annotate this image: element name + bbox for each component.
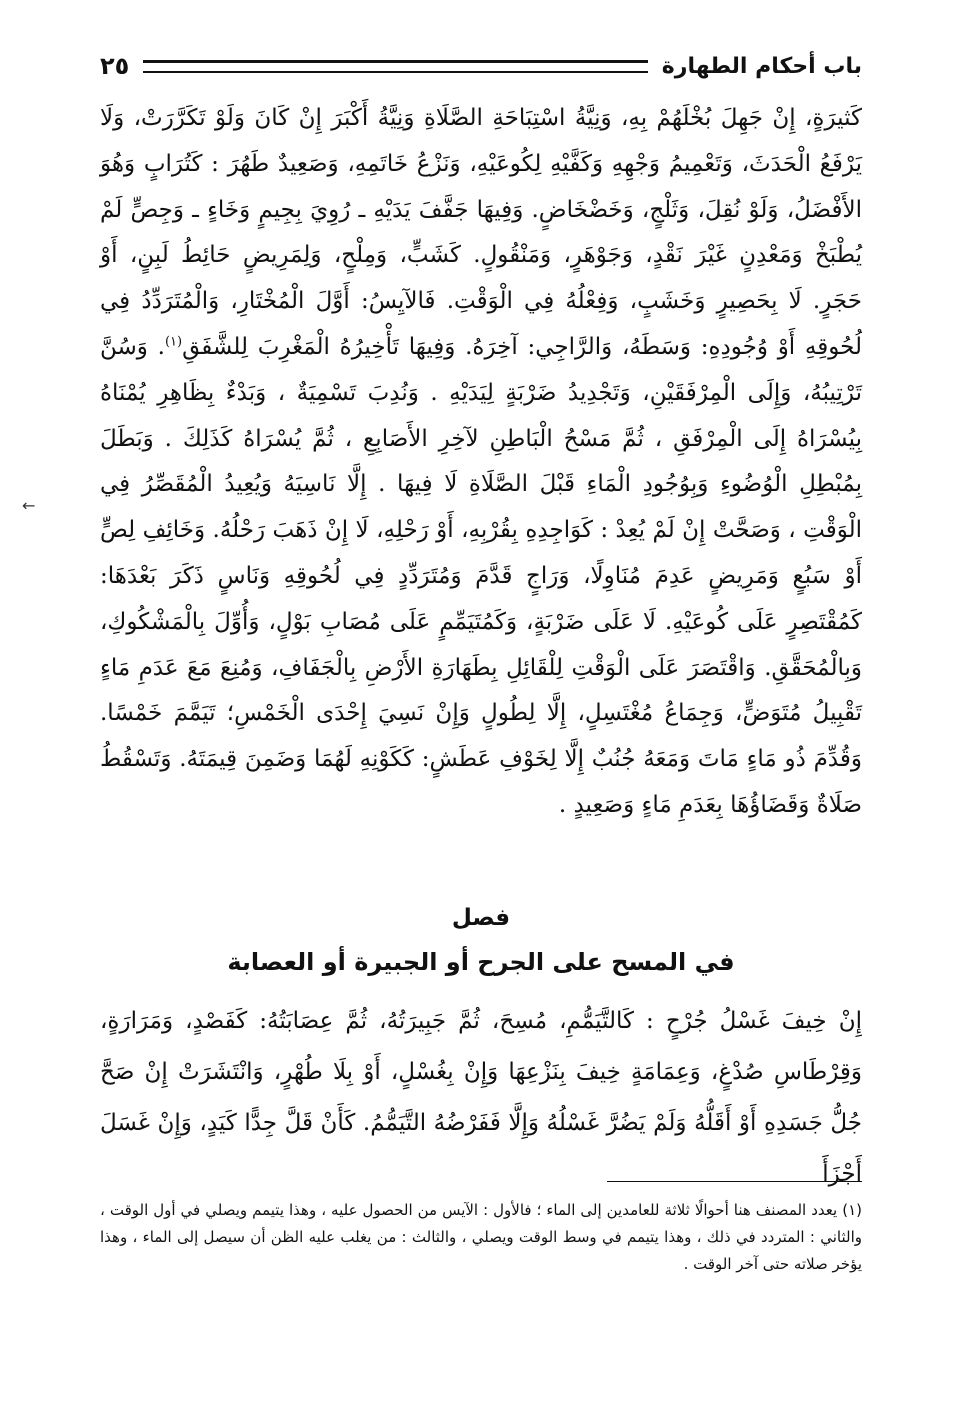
footnote-reference[interactable]: (١) [164,334,183,350]
footnote [100,1197,862,1278]
footnote-text: يعدد المصنف هنا أحوالًا ثلاثة للعامدين إلى الماء ؛ فالأول : الآيس من الحصول عليه ، وهذا يتيمم ويصلي في أول الوقت ، والثاني : المتردد في ذلك ، وهذا يتيمم في وسط الوقت ويصلي ، والثالث : من يغلب عليه الظن أن سيصل إلى الماء ، وهذا يؤخر صلاته حتى آخر الوقت . [100,1201,862,1273]
main-text-part-1: كَثيرَةٍ، إِنْ جَهِلَ بُخْلَهُمْ بِهِ، وَنِيَّةُ اسْتِبَاحَةِ الصَّلَاةِ وَنِيَّةُ أَكْبَرَ إِنْ كَانَ وَلَوْ تَكَرَّرَتْ، وَلَا يَرْفَعُ الْحَدَثَ، وَتَعْمِيمُ وَجْهِهِ وَكَفَّيْهِ لِكُوعَيْهِ، وَنَزْعُ خَاتَمِهِ، وَصَعِيدٌ طَهُرَ : كَتُرَابٍ وَهُوَ الأَفْضَلُ، وَلَوْ نُقِلَ، وَثَلْجٍ، وَخَضْخَاضٍ. وَفِيهَا جَفَّفَ يَدَيْهِ ـ رُوِيَ بِجِيمٍ وَخَاءٍ ـ وَجِصٍّ لَمْ يُطْبَخْ وَمَعْدِنٍ غَيْرَ نَقْدٍ، وَجَوْهَرٍ، وَمَنْقُولٍ. كَشَبٍّ، وَمِلْحٍ، وَلِمَرِيضٍ حَائِطُ لَبِنٍ، أَوْ حَجَرٍ. لَا بِحَصِيرٍ وَخَشَبٍ، وَفِعْلُهُ فِي الْوَقْتِ. فَالآيِسُ: أَوَّلَ الْمُخْتَارِ، وَالْمُتَرَدِّدُ فِي لُحُوقِهِ أَوْ وُجُودِهِ: وَسَطَهُ، وَالرَّاجِي: آخِرَهُ. وَفِيهَا تَأْخِيرُهُ الْمَغْرِبَ لِلشَّفَقِ [100,105,862,360]
main-text-part-2: . وَسُنَّ تَرْتِيبُهُ، وَإِلَى الْمِرْفَقَيْنِ، وَتَجْدِيدُ ضَرْبَةٍ لِيَدَيْهِ . وَنُدِبَ تَسْمِيَةٌ ، وَبَدْءٌ بِظَاهِرِ يُمْنَاهُ بِيُسْرَاهُ إِلَى الْمِرْفَقِ ، ثُمَّ مَسْحُ الْبَاطِنِ لآخِرِ الأَصَابِعِ ، ثُمَّ يُسْرَاهُ كَذَلِكَ . وَبَطَلَ بِمُبْطِلِ الْوُضُوءِ وَبِوُجُودِ الْمَاءِ قَبْلَ الصَّلَاةِ لَا فِيهَا . إِلَّا نَاسِيَهُ وَيُعِيدُ الْمُقَصِّرُ فِي الْوَقْتِ ، وَصَحَّتْ إِنْ لَمْ يُعِدْ : كَوَاجِدِهِ بِقُرْبِهِ، أَوْ رَحْلِهِ، لَا إِنْ ذَهَبَ رَحْلُهُ. وَخَائِفِ لِصٍّ أَوْ سَبُعٍ وَمَرِيضٍ عَدِمَ مُنَاوِلًا، وَرَاجٍ قَدَّمَ وَمُتَرَدِّدٍ فِي لُحُوقِهِ وَنَاسٍ ذَكَرَ بَعْدَهَا: كَمُقْتَصِرٍ عَلَى كُوعَيْهِ. لَا عَلَى ضَرْبَةٍ، وَكَمُتَيَمِّمٍ عَلَى مُصَابِ بَوْلٍ، وَأُوِّلَ بِالْمَشْكُوكِ، وَبِالْمُحَقَّقِ. وَاقْتَصَرَ عَلَى الْوَقْتِ لِلْقَائِلِ بِطَهَارَةِ الأَرْضِ بِالْجَفَافِ، وَمُنِعَ مَعَ عَدَمِ مَاءٍ تَقْبِيلُ مُتَوَضٍّ، وَجِمَاعُ مُغْتَسِلٍ، إِلَّا لِطُولٍ وَإِنْ نَسِيَ إِحْدَى الْخَمْسِ؛ تَيَمَّمَ خَمْسًا. وَقُدِّمَ ذُو مَاءٍ مَاتَ وَمَعَهُ جُنُبٌ إِلَّا لِخَوْفِ عَطَشٍ: كَكَوْنِهِ لَهُمَا وَضَمِنَ قِيمَتَهُ. وَتَسْقُطُ صَلَاةٌ وَقَضَاؤُهَا بِعَدَمِ مَاءٍ وَصَعِيدٍ . [100,333,862,818]
main-text [100,96,862,829]
footnote-number: (١) [842,1201,862,1219]
margin-arrow-icon: ← [22,496,36,515]
section-subheading: في المسح على الجرح أو الجبيرة أو العصابة [227,948,735,976]
page-header [100,48,862,84]
section-heading: فصل [451,905,511,931]
footnote-separator [607,1181,862,1182]
header-rule [143,60,648,73]
section-text: إِنْ خِيفَ غَسْلُ جُرْحٍ : كَالتَّيَمُّمِ، مُسِحَ، ثُمَّ جَبِيرَتُهُ، ثُمَّ عِصَابَتُهُ: كَفَصْدٍ، وَمَرَارَةٍ، وَقِرْطَاسِ صُدْغٍ، وَعِمَامَةٍ خِيفَ بِنَزْعِهَا وَإِنْ بِغُسْلٍ، أَوْ بِلَا طُهْرٍ، وَانْتَشَرَتْ إِنْ صَحَّ جُلُّ جَسَدِهِ أَوْ أَقَلُّهُ وَلَمْ يَضُرَّ غَسْلُهُ وَإِلَّا فَفَرْضُهُ التَّيَمُّمُ. كَأَنْ قَلَّ جِدًّا كَيَدٍ، وَإِنْ غَسَلَ أَجْزَأَ [100,1008,862,1187]
page-number: ٢٥ [100,52,130,80]
running-title: باب أحكام الطهارة [661,53,862,79]
